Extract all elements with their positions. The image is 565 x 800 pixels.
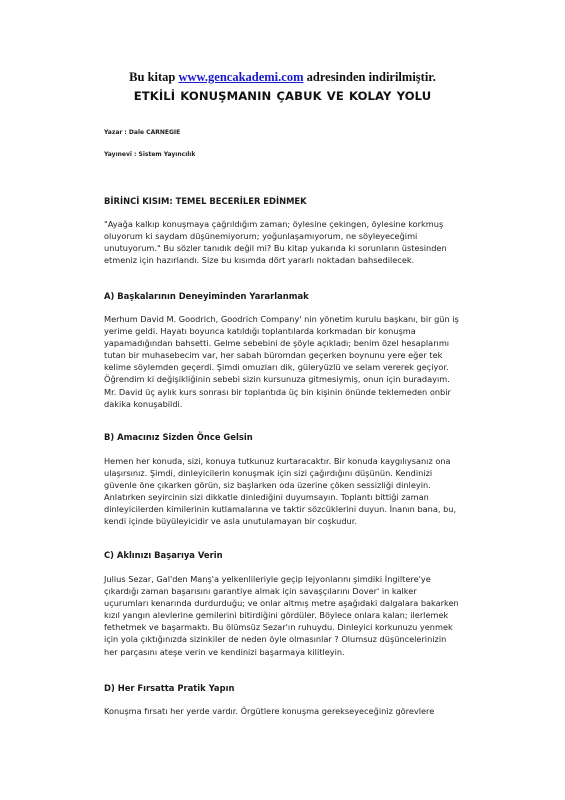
download-banner [0,70,565,85]
paragraph-line: kelime söylemden geçerdi. Şimdi omuzları dik, güleryüzlü ve selam vererek geçiyor. [104,362,449,373]
paragraph-line: çıkardığı zaman başarısını garantiye almak için savaşçılarını Dover' in kalker [104,586,417,597]
intro-line: "Ayağa kalkıp konuşmaya çağrıldığım zaman; öylesine çekingen, öylesine korkmuş [104,219,444,229]
banner-prefix: Bu kitap [129,70,176,84]
paragraph-line: Julius Sezar, Gal'den Manş'a yelkenlileriyle geçip lejyonlarını şimdiki İngiltere'ye [104,574,431,584]
section-paragraph-d [104,705,476,717]
paragraph-line: dinleyicilerden kimilerinin kutlamalarına ve taktir sözcüklerini duyun. İnanın bana, bu, [104,504,457,515]
author-line: Yazar : Dale CARNEGIE [104,129,181,136]
paragraph-line: kendi içinde büyüleyicidir ve asla unutulamayan bir coşkudur. [104,516,357,527]
section-heading-c: C) Aklınızı Başarıya Verin [104,550,223,560]
paragraph-line: Öğrendim ki değişikliğinin sebebi sizin kursunuza gitmesiymiş, onun için buradayım. [104,374,450,385]
paragraph-line: Konuşma fırsatı her yerde vardır. Örgütlere konuşma gerekseyeceğiniz görevlere [104,706,435,716]
paragraph-line: tutan bir muhasebecim var, her sabah büromdan geçerken boynunu yere eğer tek [104,350,443,361]
paragraph-line: uçurumları kenarında durdurduğu; ve onlar altmış metre aşağıdaki dalgalara bakarken [104,598,459,609]
paragraph-line: Mr. David üç aylık kurs sonrası bir toplantıda üç bin kişinin önünde teklemeden onbir [104,386,451,397]
intro-line: oluyorum ki saydam düşünemiyorum; yoğunlaşamıyorum, ne söyleyeceğimi [104,231,418,242]
intro-line: etmeniz için hazırlandı. Size bu kısımda dört yararlı noktadan bahsedilecek. [104,255,415,266]
paragraph-line: Anlatırken seyircinin sizi dikkatle dinlediğini duyumsayın. Toplantı bittiği zaman [104,492,429,503]
paragraph-line: yapamadığından bahsetti. Gelme sebebini de şöyle açıkladı; benim özel hesaplarımı [104,338,450,349]
paragraph-line: kızıl yangın alevlerine gemilerini bitirdiğini gördüler. Böylece onlara kalan; ilerlemek [104,610,449,621]
section-heading-a: A) Başkalarının Deneyiminden Yararlanmak [104,291,309,301]
section-paragraph-b [104,455,476,528]
paragraph-line: için yola çıktığınızda sizinkiler de neden öyle olmasınlar ? Olumsuz düşüncelerinizin [104,634,447,645]
paragraph-line: her parçasını ateşe verin ve kendinizi başarmaya kilitleyin. [104,646,345,657]
paragraph-line: yerime geldi. Hayatı boyunca katıldığı toplantılarda korkmadan bir konuşma [104,326,416,337]
book-title: ETKİLİ KONUŞMANIN ÇABUK VE KOLAY YOLU [133,89,432,103]
intro-line: unutuyorum." Bu sözler tanıdık değil mi? Bu kitap yukarıda ki sorunların üstesinden [104,243,447,254]
section-paragraph-a [104,313,476,410]
banner-suffix: adresinden indirilmiştir. [306,70,436,84]
paragraph-line: güvenle öne çıkarken görün, siz başlarken oda üzerine çöken sessizliği dinleyin. [104,480,431,491]
section-paragraph-c [104,573,476,658]
paragraph-line: dakika konuşabildi. [104,398,183,409]
paragraph-line: Hemen her konuda, sizi, konuya tutkunuz kurtaracaktır. Bir konuda kaygılıysanız ona [104,456,451,466]
section-heading-d: D) Her Fırsatta Pratik Yapın [104,683,235,693]
part-heading: BİRİNCİ KISIM: TEMEL BECERİLER EDİNMEK [104,196,307,206]
paragraph-line: ulaşırsınız. Şimdi, dinleyicilerin konuşmak için sizi çağırdığını düşünün. Kendinizi [104,468,433,479]
intro-paragraph [104,218,476,266]
publisher-line: Yayınevi : Sistem Yayıncılık [104,151,196,158]
section-heading-b: B) Amacınız Sizden Önce Gelsin [104,432,253,442]
paragraph-line: fethetmek ve başarmaktı. Bu ölümsüz Sezar'ın ruhuydu. Dinleyici korkunuzu yenmek [104,622,453,633]
website-link[interactable]: www.gencakademi.com [178,70,304,84]
paragraph-line: Merhum David M. Goodrich, Goodrich Company' nin yönetim kurulu başkanı, bir gün iş [104,314,459,324]
